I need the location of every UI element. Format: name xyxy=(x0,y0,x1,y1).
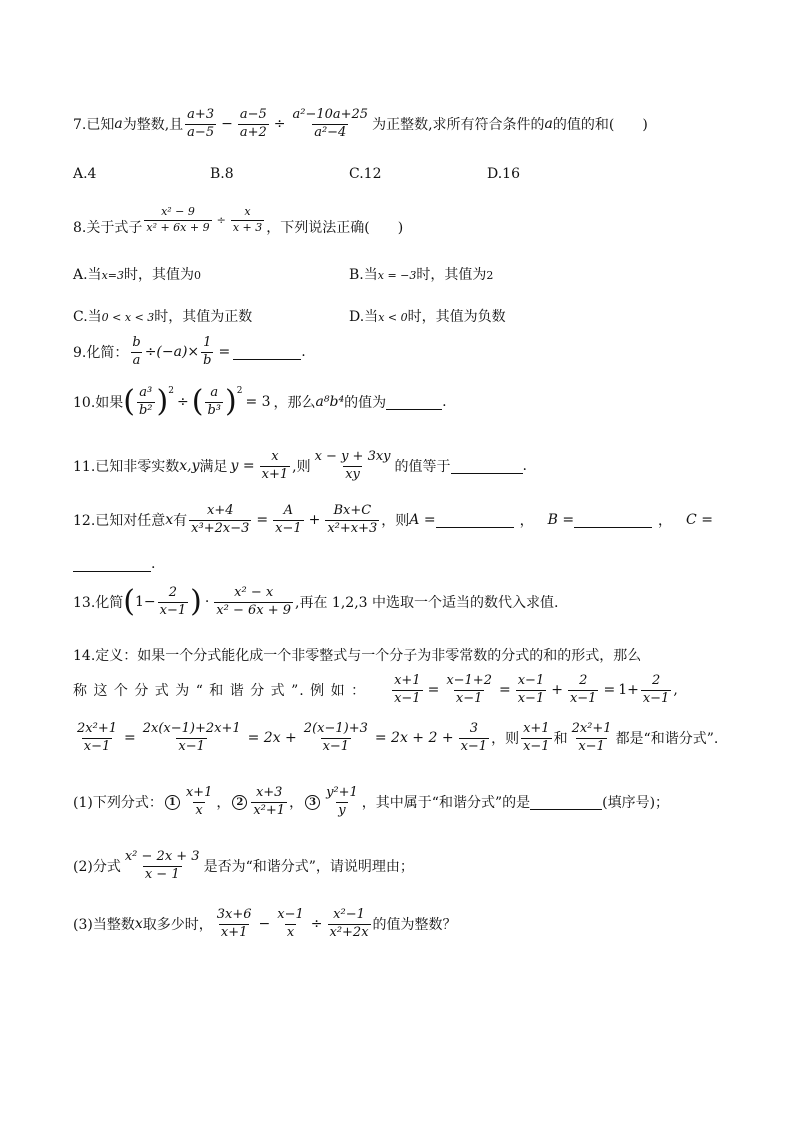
q11-lead: 11.已知非零实数 xyxy=(73,459,180,476)
q7-var: a xyxy=(114,116,123,133)
q7-mid: 为整数,且 xyxy=(122,117,184,134)
q8-fraction-1: $\frac{\text{x² − 9}}{\text{x² + 6x + 9}}$ xyxy=(146,204,210,234)
q7-fraction-2: $\frac{a-5}{a+2}$ xyxy=(239,107,267,140)
circle-1-icon: 1 xyxy=(165,795,180,810)
q14-line-3: $\frac{\text{2x²+1}}{x-1}$ = $\frac{2x(x-1)+2x+1}{x-1}$ = 2x + $\frac{2(x-1)+3}{x-1}$ = 2x + 2 + $\frac{3}{x-1}$ ，则 $\frac{x+1}{x-1}$ 和 $\frac{\text{2x²+1}}{x-1}$ 都是“和谐分式”. xyxy=(77,721,719,754)
q8-lead: 8.关于式子 xyxy=(73,220,143,236)
q7-lead: 7.已知 xyxy=(73,117,115,134)
q11-fraction-1: $\frac{x}{x+1}$ xyxy=(261,449,289,482)
question-12: 12.已知对任意 x 有 $\frac{x+4}{\text{x³+2x−3}}$ = $\frac{A}{x-1}$ + $\frac{Bx+C}{\text{x²+x+3}}$ ，则 A = ， B = ， C = xyxy=(73,503,713,536)
question-13: 13.化简 ( 1− $\frac{2}{x-1}$ ) · $\frac{\text{x² − x}}{\text{x² − 6x + 9}}$ ,再在 1,2,3 中选取一个适当的数代入求值. xyxy=(73,584,559,620)
circle-3-icon: 3 xyxy=(305,795,320,810)
q14-example-1: $\frac{x+1}{x-1}$ = $\frac{x-1+2}{x-1}$ = $\frac{x-1}{x-1}$ + $\frac{2}{x-1}$ = 1+ $\frac{2}{x-1}$ , xyxy=(394,673,678,706)
q9-lead: 9.化简： xyxy=(73,345,129,362)
q10-fraction-2: $\frac{a}{\text{b³}}$ xyxy=(207,385,221,418)
q7-fraction-1: $\frac{a+3}{a-5}$ xyxy=(187,107,215,140)
q7-fraction-3: $\frac{\text{a²−10a+25}}{\text{a²−4}}$ xyxy=(292,107,369,140)
q8-tail: ，下列说法正确( ) xyxy=(266,220,404,236)
q10-answer-blank[interactable] xyxy=(386,395,442,410)
q12-c-line: . xyxy=(73,556,155,572)
question-11: 11.已知非零实数 x,y 满足 y = $\frac{x}{x+1}$ ,则 $\frac{x - y + 3xy}{xy}$ 的值等于 . xyxy=(73,449,527,482)
q9-answer-blank[interactable] xyxy=(233,345,301,360)
question-10: 10.如果 ( $\frac{\text{a³}}{\text{b²}}$ ) $^2$ ÷ ( $\frac{a}{\text{b³}}$ ) $^2$ = 3 ，那么 a⁸b⁴ 的值为 . xyxy=(73,384,447,420)
q13-lead: 13.化简 xyxy=(73,595,124,612)
q13-fraction-1: $\frac{2}{x-1}$ xyxy=(159,585,187,618)
q11-fraction-2: $\frac{x - y + 3xy}{xy}$ xyxy=(314,449,391,482)
q12-fraction-2: $\frac{A}{x-1}$ xyxy=(275,503,302,536)
question-8: 8.关于式子 $\frac{\text{x² − 9}}{\text{x² + 6x + 9}}$ ÷ $\frac{x}{x + 3}$ ，下列说法正确( ) xyxy=(73,204,404,236)
q12-blank-c[interactable] xyxy=(73,557,151,572)
q8-option-d: D.当x < 0时，其值为负数 xyxy=(349,309,506,325)
q14-part-2: (2)分式 $\frac{\text{x² − 2x + 3}}{x - 1}$ 是否为“和谐分式”，请说明理由； xyxy=(73,849,414,882)
q14-part-3: (3)当整数 x 取多少时， $\frac{3x+6}{x+1}$ − $\frac{x-1}{x}$ ÷ $\frac{\text{x²−1}}{\text{x²+2x}}$ 的值为整数？ xyxy=(73,907,457,940)
q12-fraction-3: $\frac{Bx+C}{\text{x²+x+3}}$ xyxy=(327,503,378,536)
q14-part-1-blank[interactable] xyxy=(530,795,602,810)
q7-option-b: B.8 xyxy=(210,166,234,182)
q7-option-c: C.12 xyxy=(349,166,382,182)
q7-var-2: a xyxy=(544,116,553,133)
question-9: 9.化简： $\frac{b}{a}$ ÷(−a)× $\frac{1}{b}$ = . xyxy=(73,335,306,368)
q11-answer-blank[interactable] xyxy=(451,459,523,474)
q9-mid: ÷(−a)× xyxy=(144,344,200,361)
q12-blank-b[interactable] xyxy=(574,513,652,528)
q9-fraction-2: $\frac{1}{b}$ xyxy=(203,335,212,368)
q7-option-d: D.16 xyxy=(487,166,520,182)
question-7: 7.已知 a 为整数,且 $\frac{a+3}{a-5}$ − $\frac{a-5}{a+2}$ ÷ $\frac{\text{a²−10a+25}}{\text{a²−4}}$ 为正整数,求所有符合条件的 a 的值的和( ) xyxy=(73,107,648,140)
q7-tail-2: 的值的和( ) xyxy=(552,117,648,134)
q10-fraction-1: $\frac{\text{a³}}{\text{b²}}$ xyxy=(138,385,153,418)
q12-blank-a[interactable] xyxy=(436,513,514,528)
q12-fraction-1: $\frac{x+4}{\text{x³+2x−3}}$ xyxy=(191,503,250,536)
q7-option-a: A.4 xyxy=(73,166,97,182)
q12-lead: 12.已知对任意 xyxy=(73,513,166,530)
q10-lead: 10.如果 xyxy=(73,395,124,412)
q8-option-c: C.当0 < x < 3时，其值为正数 xyxy=(73,309,253,325)
q8-option-b: B.当x = −3时，其值为2 xyxy=(349,267,494,283)
q7-tail: 为正整数,求所有符合条件的 xyxy=(372,117,545,134)
q14-part-1: (1)下列分式： 1 $\frac{x+1}{x}$ ， 2 $\frac{x+3}{\text{x²+1}}$ ， 3 $\frac{\text{y²+1}}{y}$ ，其中属于“和谐分式”的是 (填序号)； xyxy=(73,785,670,818)
q13-fraction-2: $\frac{\text{x² − x}}{\text{x² − 6x + 9}}$ xyxy=(216,585,292,618)
circle-2-icon: 2 xyxy=(232,795,247,810)
q9-fraction-1: $\frac{b}{a}$ xyxy=(132,335,141,368)
q8-option-a: A.当x=3时，其值为0 xyxy=(73,267,201,283)
q10-expr: a⁸b⁴ xyxy=(315,394,345,411)
q8-fraction-2: $\frac{x}{x + 3}$ xyxy=(232,204,263,234)
q14-line-1: 14.定义：如果一个分式能化成一个非零整式与一个分子为非零常数的分式的和的形式，那么 xyxy=(73,648,642,664)
q14-line-2: 称 这 个 分 式 为 “ 和 谐 分 式 ”. 例 如 ： $\frac{x+1}{x-1}$ = $\frac{x-1+2}{x-1}$ = $\frac{x-1}{x-1}$ + $\frac{2}{x-1}$ = 1+ $\frac{2}{x-1}$ , xyxy=(73,673,678,706)
